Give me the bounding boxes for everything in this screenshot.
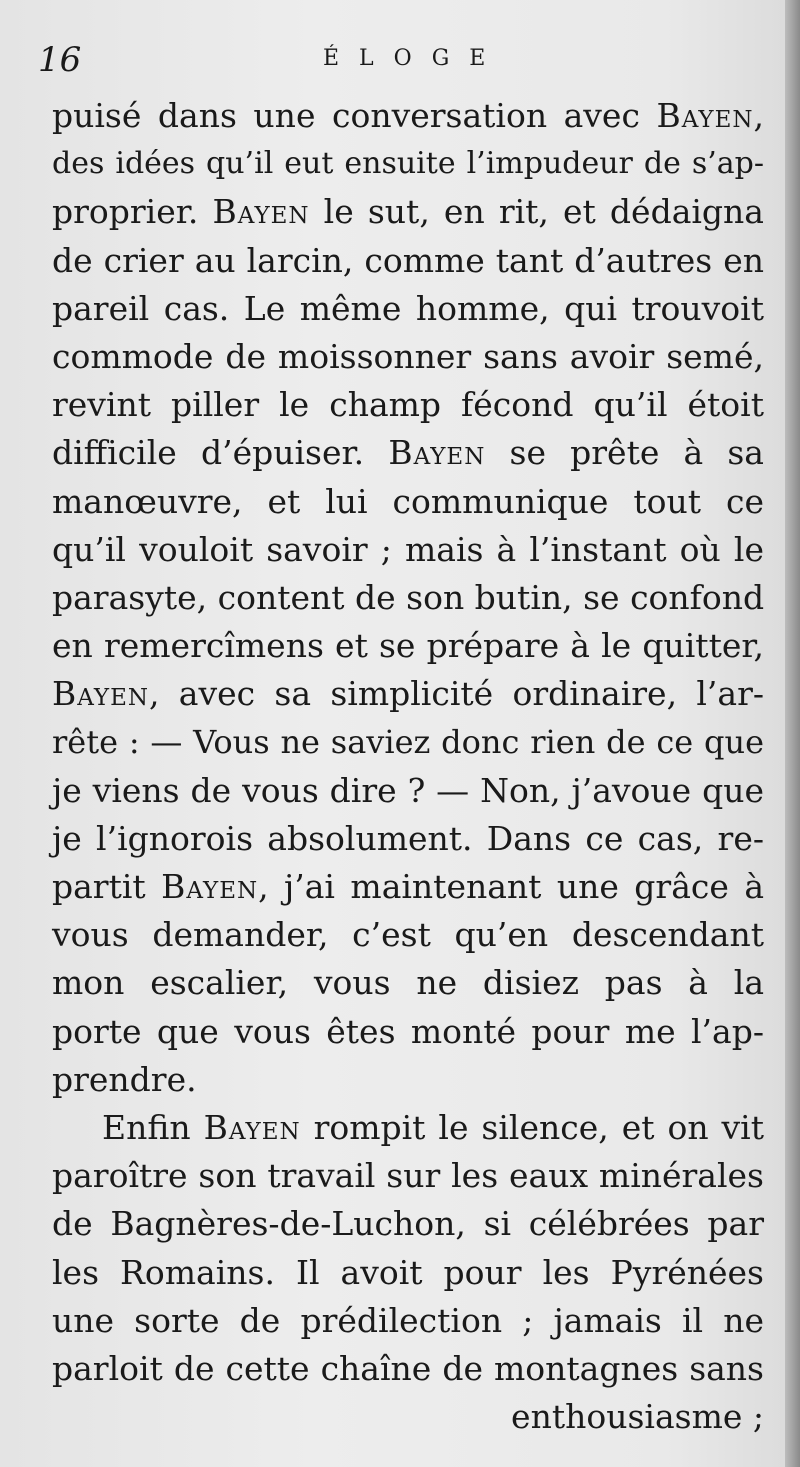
- text-line: puisé dans une conversation avec Bayen,: [52, 96, 764, 135]
- text-line: des idées qu’il eut ensuite l’impudeur de s’ap-: [52, 146, 764, 182]
- name-smallcaps: Bayen: [388, 433, 486, 473]
- page-number: 16: [38, 40, 82, 80]
- page-edge: [785, 0, 800, 1467]
- name-smallcaps: Bayen: [161, 867, 259, 906]
- text-line: en remercîmens et se prépare à le quitter,: [52, 626, 764, 666]
- text-line: parloit de cette chaîne de montagnes sans: [52, 1348, 764, 1388]
- body-text: [52, 92, 764, 1441]
- text-line: pareil cas. Le même homme, qui trouvoit: [52, 288, 764, 328]
- running-head: ÉLOGE: [323, 46, 506, 71]
- text-line: les Romains. Il avoit pour les Pyrénées: [52, 1252, 764, 1292]
- text-line: revint piller le champ fécond qu’il étoit: [52, 385, 764, 425]
- text-line: je viens de vous dire ? — Non, j’avoue que: [52, 770, 764, 810]
- page-header: [38, 38, 758, 82]
- text-line: Bayen, avec sa simplicité ordinaire, l’ar-: [52, 674, 764, 714]
- text-line: prendre.: [52, 1059, 197, 1099]
- text-line: difficile d’épuiser. Bayen se prête à sa: [52, 433, 764, 473]
- name-smallcaps: Bayen: [212, 192, 310, 232]
- text-line: commode de moissonner sans avoir semé,: [52, 336, 764, 376]
- text-line: partit Bayen, j’ai maintenant une grâce à: [52, 867, 764, 906]
- text-line: je l’ignorois absolument. Dans ce cas, re-: [52, 818, 764, 858]
- name-smallcaps: Bayen: [203, 1107, 301, 1147]
- text-line: mon escalier, vous ne disiez pas à la: [52, 963, 764, 1003]
- text-line: paroître son travail sur les eaux minérales: [52, 1156, 764, 1196]
- catchword-line: enthousiasme ;: [511, 1397, 764, 1437]
- text-line: une sorte de prédilection ; jamais il ne: [52, 1300, 764, 1340]
- text-line: manœuvre, et lui communique tout ce: [52, 481, 764, 521]
- text-line: de crier au larcin, comme tant d’autres en: [52, 240, 764, 280]
- text-line: proprier. Bayen le sut, en rit, et dédaigna: [52, 192, 764, 232]
- name-smallcaps: Bayen: [656, 96, 754, 135]
- text-line: parasyte, content de son butin, se confond: [52, 577, 765, 617]
- paragraph-start-line: Enfin Bayen rompit le silence, et on vit: [102, 1107, 765, 1147]
- text-line: rête : — Vous ne saviez donc rien de ce que: [52, 723, 764, 762]
- text-line: porte que vous êtes monté pour me l’ap-: [52, 1011, 764, 1051]
- name-smallcaps: Bayen: [52, 674, 150, 714]
- text-line: vous demander, c’est qu’en descendant: [52, 915, 764, 955]
- text-line: de Bagnères-de-Luchon, si célébrées par: [52, 1204, 764, 1244]
- text-line: qu’il vouloit savoir ; mais à l’instant où le: [52, 529, 764, 569]
